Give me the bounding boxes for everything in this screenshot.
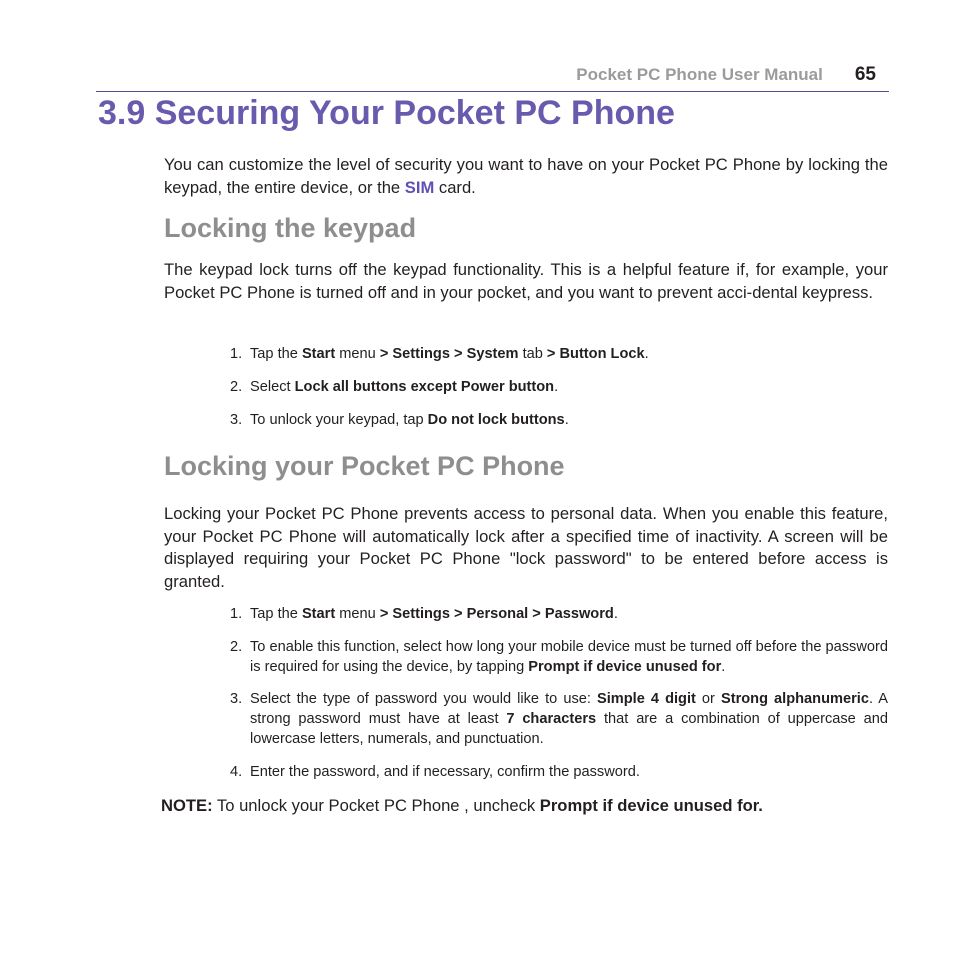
keypad-heading: Locking the keypad [164, 213, 417, 243]
step-bold-part: Start [301, 606, 336, 622]
list-item [164, 378, 888, 398]
phone-paragraph-wrap [164, 503, 888, 593]
phone-heading: Locking your Pocket PC Phone [164, 451, 565, 481]
step-text [250, 605, 888, 625]
step-text [250, 690, 888, 749]
keypad-steps [164, 345, 888, 430]
list-item [164, 763, 888, 783]
step-text-part: Select [250, 378, 295, 395]
step-bold-part: Simple 4 digit [596, 691, 696, 708]
step-text-part: that are a combination of uppercase and lowercase letters, numerals, and punctuation. [250, 711, 888, 747]
keypad-paragraph: The keypad lock turns off the keypad functionality. This is a helpful feature if, for example, your Pocket PC Phone is turned off and in your pocket, and you want to prevent acci-dental keypress. [164, 260, 888, 302]
step-bold-part: 7 characters [506, 711, 597, 728]
step-text-part: menu [335, 606, 380, 622]
step-number: 2. [230, 638, 243, 655]
step-bold-part: > Button Lock [546, 346, 645, 362]
step-number: 4. [230, 763, 243, 780]
keypad-paragraph-wrap [164, 259, 888, 304]
step-text-part: menu [335, 346, 380, 362]
step-text-part: . [564, 411, 569, 428]
step-bold-part: > Settings > System [379, 346, 519, 362]
step-text-part: Tap the [250, 346, 302, 362]
step-text-part: . [554, 378, 559, 395]
phone-steps [164, 605, 888, 783]
keypad-steps-wrap [164, 345, 888, 443]
step-number: 1. [230, 606, 243, 622]
step-text-part: . [644, 346, 649, 362]
step-bold-part: Lock all buttons except Power button [294, 378, 555, 395]
note-bold: Prompt if device unused for. [539, 796, 763, 815]
list-item [164, 345, 888, 365]
note-label: NOTE: [161, 796, 213, 815]
step-text [250, 345, 888, 365]
list-item [164, 690, 888, 749]
step-text-part: tab [518, 346, 547, 362]
intro-section [164, 154, 888, 199]
list-item [164, 605, 888, 625]
step-bold-part: Do not lock buttons [427, 411, 565, 428]
note [161, 795, 763, 817]
step-text-part: . [613, 606, 618, 622]
header-rule [96, 91, 889, 92]
intro-text-a: You can customize the level of security you want to have on your Pocket PC Phone by locking the keypad, the entire device, or the [164, 155, 888, 197]
intro-paragraph [164, 154, 888, 199]
page-header [576, 64, 876, 86]
keypad-heading-wrap [164, 213, 888, 244]
step-text-part: To enable this function, select how long your mobile device must be turned off before the password is required for using the device, by tapping [250, 638, 888, 675]
list-item [164, 638, 888, 678]
page-number: 65 [854, 64, 876, 85]
step-text-part: . [721, 658, 726, 675]
step-bold-part: Strong alphanumeric [720, 691, 869, 708]
step-text [250, 763, 888, 783]
list-item [164, 411, 888, 431]
intro-text-b: card. [434, 177, 476, 197]
step-bold-part: Prompt if device unused for [528, 658, 722, 675]
phone-paragraph: Locking your Pocket PC Phone prevents access to personal data. When you enable this feature, your Pocket PC Phone will automatically lock after a specified time of inactivity. A screen will be displayed requiring your Pocket PC Phone "lock password" to be entered before access is granted. [164, 504, 888, 591]
note-text: To unlock your Pocket PC Phone , uncheck [212, 796, 540, 815]
step-bold-part: Start [301, 346, 336, 362]
step-bold-part: > Settings > Personal > Password [379, 606, 614, 622]
phone-heading-wrap [164, 451, 888, 482]
step-number: 3. [230, 411, 243, 428]
step-text-part: Select the type of password you would like to use: [250, 691, 597, 708]
phone-steps-wrap [164, 605, 888, 796]
step-text [250, 378, 888, 398]
step-number: 3. [230, 691, 243, 708]
step-number: 2. [230, 378, 243, 395]
step-number: 1. [230, 346, 243, 362]
step-text-part: or [695, 691, 721, 708]
step-text-part: Tap the [250, 606, 302, 622]
step-text-part: Enter the password, and if necessary, confirm the password. [250, 763, 640, 780]
page-title: 3.9 Securing Your Pocket PC Phone [98, 94, 675, 132]
step-text [250, 638, 888, 678]
step-text-part: . A strong password must have at least [250, 691, 888, 728]
step-text-part: To unlock your keypad, tap [250, 411, 428, 428]
step-text [250, 411, 888, 431]
manual-title: Pocket PC Phone User Manual [576, 65, 823, 84]
sim-term: SIM [404, 177, 435, 197]
